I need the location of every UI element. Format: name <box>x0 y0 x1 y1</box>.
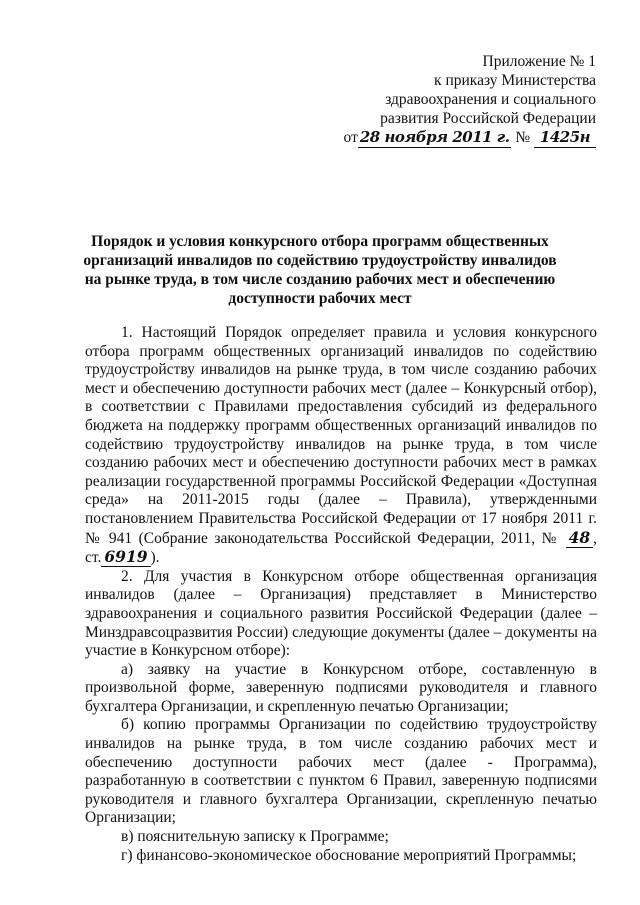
paragraph-1-end: ). <box>150 549 160 567</box>
paragraph-1-article-label: , ст. <box>85 529 598 567</box>
list-item-a: а) заявку на участие в Конкурсном отборе, составленную в произвольной форме, заверенную подписями руководителя и главного бухгалтера Организации, и скрепленную печатью Организации; <box>85 660 597 715</box>
paragraph-1-text: 1. Настоящий Порядок определяет правила и условия конкурсного отбора программ общественных организаций инвалидов по содействию трудоустройству инвалидов на рынке труда, в том числе созданию рабочих мест и обеспечению доступности рабочих мест (далее – Конкурсный отбор), в соответствии с Правилами предоставления субсидий из федерального бюджета на поддержку программ общественных организаций инвалидов по содействию трудоустройству инвалидов на рынке труда, в том числе созданию рабочих мест и обеспечению доступности рабочих мест в рамках реализации государственной программы Российской Федерации «Доступная среда» на 2011-2015 годы (далее – Правила), утвержденными постановлением Правительства Российской Федерации от 17 ноября 2011 г. № 941 (Собрание законодательства Российской Федерации, 2011, № <box>85 324 597 547</box>
from-label: от <box>343 129 358 146</box>
document-title: Порядок и условия конкурсного отбора программ общественных организаций инвалидов по содействию трудоустройству инвалидов на рынке труда, в том числе созданию рабочих мест и обеспечению доступности рабочих мест <box>83 233 557 307</box>
list-item-g: г) финансово-экономическое обоснование мероприятий Программы; <box>121 846 577 864</box>
list-item-v: в) пояснительную записку к Программе; <box>121 828 389 846</box>
handwritten-order-number: 1425н <box>534 128 596 148</box>
appendix-header <box>344 52 596 148</box>
appendix-title: Приложение № 1 <box>482 53 596 70</box>
document-body <box>85 324 597 865</box>
handwritten-issue-number: 48 <box>566 528 594 548</box>
appendix-ministry-line1: здравоохранения и социального <box>385 91 596 108</box>
handwritten-article-number: 6919 <box>101 547 150 567</box>
number-label: № <box>515 129 531 146</box>
order-date-number-line <box>344 128 596 148</box>
appendix-order-ref: к приказу Министерства <box>434 72 596 89</box>
handwritten-date: 28 ноября 2011 г. <box>359 128 510 146</box>
appendix-ministry-line2: развития Российской Федерации <box>380 110 596 127</box>
list-item-b: б) копию программы Организации по содействию трудоустройству инвалидов на рынке труда, в том числе созданию рабочих мест и обеспечению доступности рабочих мест (далее - Программа), разработанную в соответствии с пунктом 6 Правил, заверенную подписями руководителя и главного бухгалтера Организации, скрепленную печатью Организации; <box>85 716 597 827</box>
paragraph-1 <box>85 324 597 568</box>
paragraph-2: 2. Для участия в Конкурсном отборе общественная организация инвалидов (далее – Организация) представляет в Министерство здравоохранения и социального развития Российской Федерации (далее – Минздравсоцразвития России) следующие документы (далее – документы на участие в Конкурсном отборе): <box>85 567 597 660</box>
